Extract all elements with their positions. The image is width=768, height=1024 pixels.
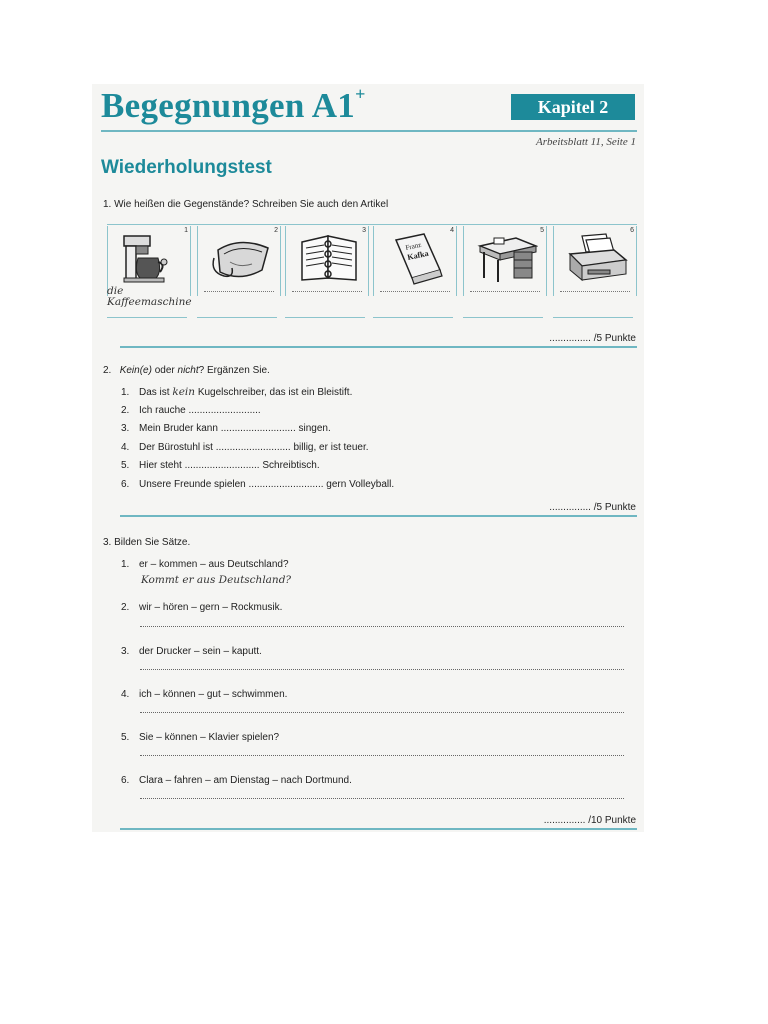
answer-line [140,798,624,799]
task3-item-5 [121,732,279,743]
item-number: 6. [121,479,130,490]
address-book-icon [298,232,360,284]
item-text: Unsere Freunde spielen ........................... gern Volleyball. [139,479,395,490]
task1-bottom-rule [120,346,637,348]
item-number: 1. [121,387,130,398]
task3-item-3 [121,646,262,657]
task2-item-3 [121,423,331,434]
picture-cell-5 [463,226,547,296]
task3-item-4 [121,689,287,700]
picture-number: 6 [630,227,634,234]
item-text: Der Bürostuhl ist ........................... billig, er ist teuer. [139,442,369,453]
coffee-machine-icon [120,232,178,284]
handwritten-answer: kein [172,386,196,398]
book-cover-text: Franz [404,240,423,252]
task2-italic-kein: Kein(e) [119,365,152,376]
task2-item-1 [121,386,352,398]
svg-text:Kafka: Kafka [406,248,430,262]
task1-top-rule [107,224,637,225]
answer-underline-1 [107,317,187,318]
item-text: Mein Bruder kann ........................... singen. [139,423,331,434]
answer-line [470,291,540,292]
header-rule [101,130,637,132]
task3-item-1 [121,559,289,570]
task3-score: ............... /10 Punkte [543,815,636,826]
task3-bottom-rule [120,828,637,830]
page-title: Wiederholungstest [101,157,272,178]
item-prompt: wir – hören – gern – Rockmusik. [139,602,283,613]
item-number: 5. [121,732,130,743]
picture-cell-4 [373,226,457,296]
answer-line [140,669,624,670]
task2-item-2 [121,405,261,416]
answer-line [380,291,450,292]
item-number: 4. [121,442,130,453]
worksheet-page [92,84,644,832]
handwritten-answer: Kommt er aus Deutschland? [141,574,292,586]
picture-number: 4 [450,227,454,234]
task2-bottom-rule [120,515,637,517]
picture-cell-3 [285,226,369,296]
task2-oder: oder [151,365,178,376]
task2-italic-nicht: nicht [177,365,199,376]
answer-underline-6 [553,317,633,318]
handwritten-answer-1a: die [107,285,124,297]
item-number: 6. [121,775,130,786]
item-text-end: Kugelschreiber, das ist ein Bleistift. [195,387,353,398]
item-number: 2. [121,602,130,613]
desk-icon [476,232,538,284]
answer-line [204,291,274,292]
picture-number: 3 [362,227,366,234]
item-text: Das ist [139,387,173,398]
task3-question: 3. Bilden Sie Sätze. [103,537,191,548]
task2-score: ............... /5 Punkte [549,502,636,513]
item-prompt: Clara – fahren – am Dienstag – nach Dortmund. [139,775,352,786]
handwritten-answer-1b: Kaffeemaschine [107,296,192,308]
brand-superscript: + [355,84,366,104]
picture-number: 5 [540,227,544,234]
worksheet-reference: Arbeitsblatt 11, Seite 1 [535,136,636,148]
item-number: 4. [121,689,130,700]
task1-question: 1. Wie heißen die Gegenstände? Schreiben Sie auch den Artikel [103,199,389,210]
picture-cell-6 [553,226,637,296]
picture-number: 2 [274,227,278,234]
answer-line [560,291,630,292]
item-number: 3. [121,423,130,434]
chapter-badge: Kapitel 2 [511,94,635,120]
item-number: 1. [121,559,130,570]
book-icon [386,232,448,286]
computer-mouse-icon [210,232,272,284]
task2-number: 2. [103,365,112,376]
item-prompt: der Drucker – sein – kaputt. [139,646,262,657]
picture-number: 1 [184,227,188,234]
answer-underline-5 [463,317,543,318]
task2-question [103,365,270,376]
answer-underline-4 [373,317,453,318]
task2-item-4 [121,442,369,453]
item-number: 5. [121,460,130,471]
task2-instruction: ? Ergänzen Sie. [198,365,270,376]
answer-underline-3 [285,317,365,318]
item-prompt: er – kommen – aus Deutschland? [139,559,289,570]
brand-text: Begegnungen A1 [101,86,356,125]
task2-item-6 [121,479,394,490]
printer-icon [566,232,628,284]
item-number: 3. [121,646,130,657]
item-text: Hier steht ........................... Schreibtisch. [139,460,320,471]
brand-title [101,86,366,126]
answer-underline-2 [197,317,277,318]
task2-item-5 [121,460,320,471]
picture-cell-2 [197,226,281,296]
answer-line [292,291,362,292]
task1-score: ............... /5 Punkte [549,333,636,344]
task3-item-6 [121,775,352,786]
item-text: Ich rauche .......................... [139,405,261,416]
item-prompt: ich – können – gut – schwimmen. [139,689,288,700]
task3-item-2 [121,602,282,613]
answer-line [140,712,624,713]
item-number: 2. [121,405,130,416]
item-prompt: Sie – können – Klavier spielen? [139,732,280,743]
answer-line [140,626,624,627]
answer-line [140,755,624,756]
